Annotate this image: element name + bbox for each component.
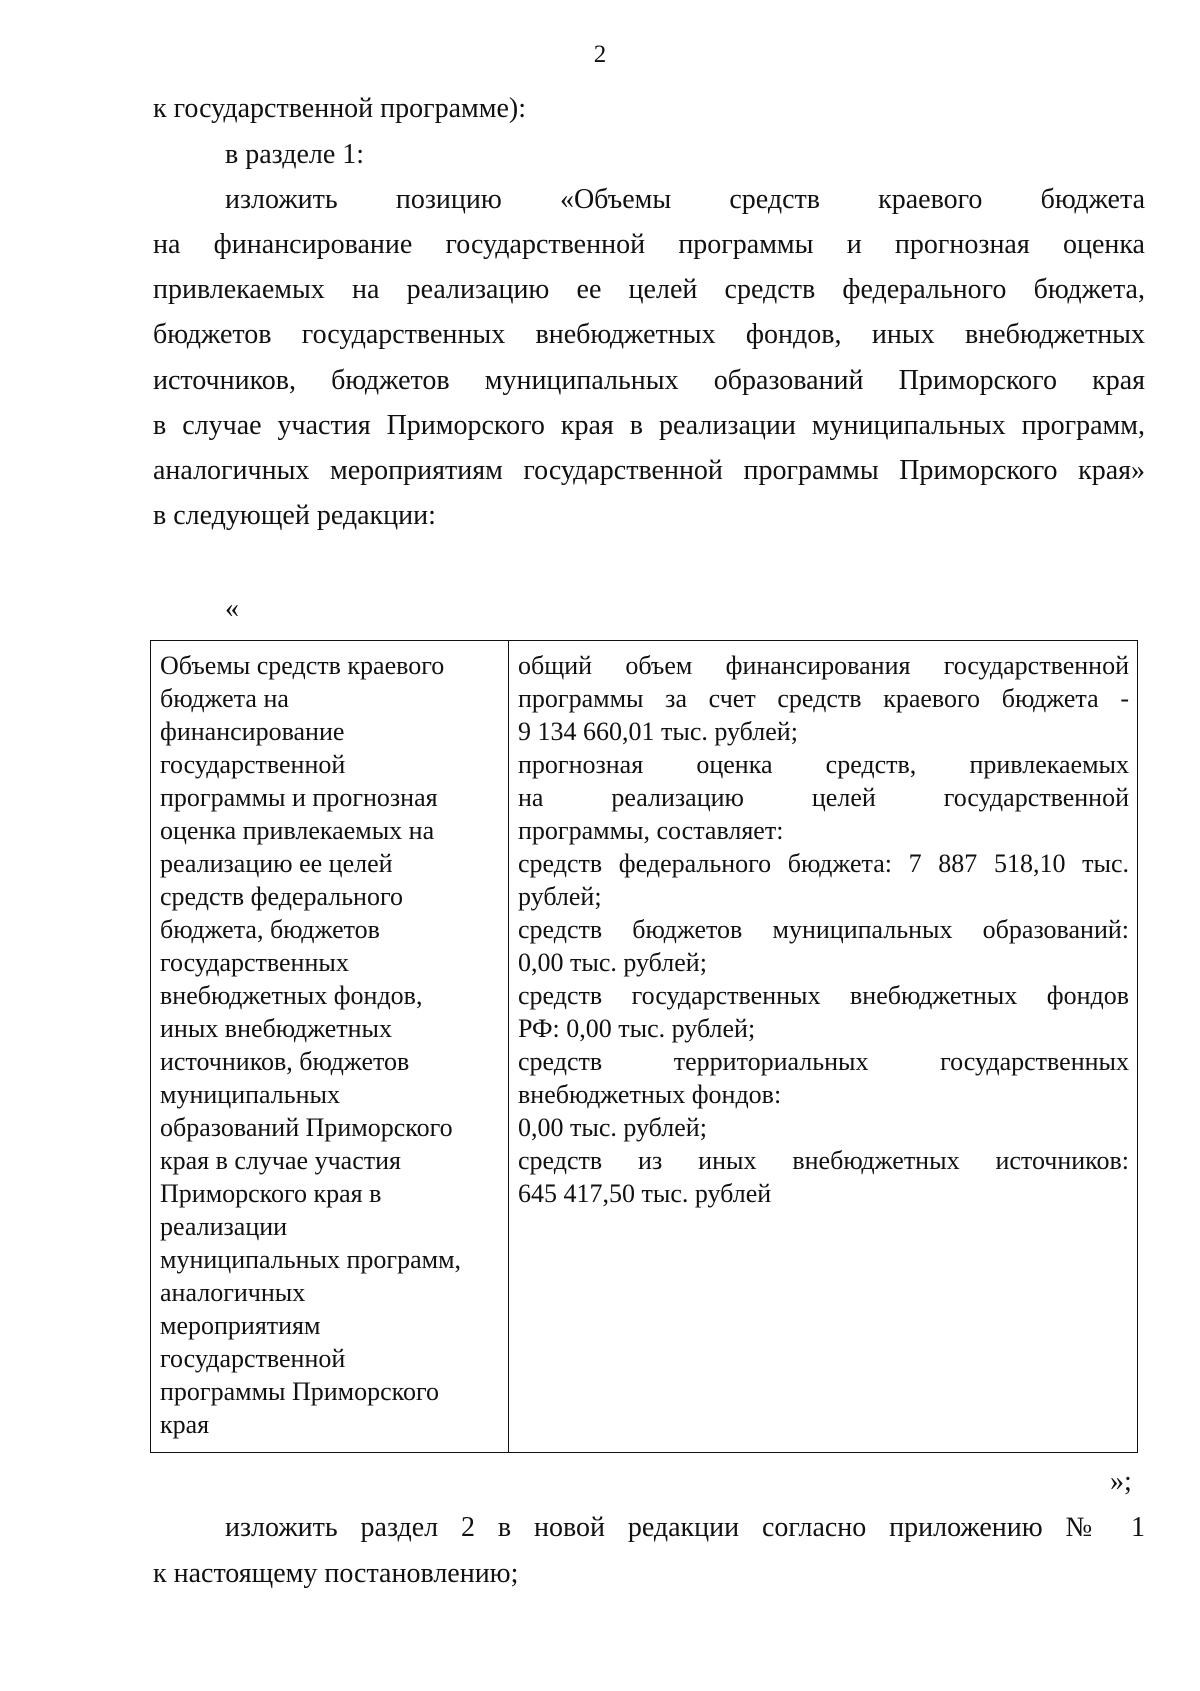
cell-line: программы Приморского [160, 1377, 440, 1406]
cell-line: бюджета, бюджетов [160, 915, 380, 944]
cell-line: аналогичных [160, 1278, 306, 1307]
text-line: к государственной программе): [153, 93, 527, 124]
cell-line: внебюджетных фондов: [518, 1080, 782, 1109]
cell-line: РФ: 0,00 тыс. рублей; [518, 1014, 756, 1043]
cell-line: рублей; [518, 882, 602, 911]
column-divider [508, 641, 509, 1452]
cell-line: края в случае участия [160, 1146, 401, 1175]
cell-line: 0,00 тыс. рублей; [518, 1113, 707, 1142]
text-line: к настоящему постановлению; [153, 1558, 519, 1589]
cell-line: средств из иных внебюджетных источников: [518, 1146, 1129, 1175]
cell-line: реализацию ее целей [160, 849, 393, 878]
cell-line: общий объем финансирования государственной [518, 651, 1129, 680]
cell-line: края [160, 1410, 210, 1439]
cell-line: источников, бюджетов [160, 1047, 410, 1076]
cell-line: программы, составляет: [518, 816, 784, 845]
cell-line: внебюджетных фондов, [160, 981, 423, 1010]
cell-line: оценка привлекаемых на [160, 816, 435, 845]
text-line: изложить раздел 2 в новой редакции согласно приложению № 1 [225, 1512, 1145, 1543]
text-line: в разделе 1: [225, 139, 365, 170]
cell-line: средств федерального бюджета: 7 887 518,10 тыс. [518, 849, 1129, 878]
data-table [150, 640, 1138, 1453]
quote-close: »; [1110, 1466, 1132, 1497]
cell-line: 9 134 660,01 тыс. рублей; [518, 717, 798, 746]
text-line: на финансирование государственной программы и прогнозная оценка [153, 229, 1145, 260]
cell-line: средств территориальных государственных [518, 1047, 1129, 1076]
cell-line: программы за счет средств краевого бюджета - [518, 684, 1129, 713]
cell-line: мероприятиям [160, 1311, 321, 1340]
cell-line: финансирование [160, 717, 345, 746]
cell-line: средств федерального [160, 882, 403, 911]
text-line: привлекаемых на реализацию ее целей средств федерального бюджета, [153, 274, 1145, 305]
cell-line: Объемы средств краевого [160, 651, 445, 680]
cell-line: государственных [160, 948, 349, 977]
cell-line: прогнозная оценка средств, привлекаемых [518, 750, 1129, 779]
text-line: аналогичных мероприятиям государственной программы Приморского края» [153, 455, 1145, 486]
cell-line: программы и прогнозная [160, 783, 438, 812]
page-number: 2 [593, 41, 607, 68]
text-line: в случае участия Приморского края в реализации муниципальных программ, [153, 410, 1145, 441]
cell-line: реализации [160, 1212, 288, 1241]
cell-line: муниципальных [160, 1080, 341, 1109]
text-line: в следующей редакции: [153, 500, 436, 531]
cell-line: средств бюджетов муниципальных образований: [518, 915, 1129, 944]
quote-open: « [225, 593, 239, 624]
cell-line: иных внебюджетных [160, 1014, 392, 1043]
text-line: бюджетов государственных внебюджетных фондов, иных внебюджетных [153, 319, 1145, 350]
text-line: источников, бюджетов муниципальных образований Приморского края [153, 365, 1145, 396]
cell-line: образований Приморского [160, 1113, 453, 1142]
cell-line: средств государственных внебюджетных фондов [518, 981, 1129, 1010]
cell-line: на реализацию целей государственной [518, 783, 1129, 812]
cell-line: Приморского края в [160, 1179, 382, 1208]
cell-line: муниципальных программ, [160, 1245, 462, 1274]
text-line: изложить позицию «Объемы средств краевого бюджета [225, 184, 1145, 215]
cell-line: бюджета на [160, 684, 289, 713]
cell-line: 0,00 тыс. рублей; [518, 948, 707, 977]
cell-line: государственной [160, 1344, 346, 1373]
cell-line: государственной [160, 750, 346, 779]
cell-line: 645 417,50 тыс. рублей [518, 1179, 772, 1208]
